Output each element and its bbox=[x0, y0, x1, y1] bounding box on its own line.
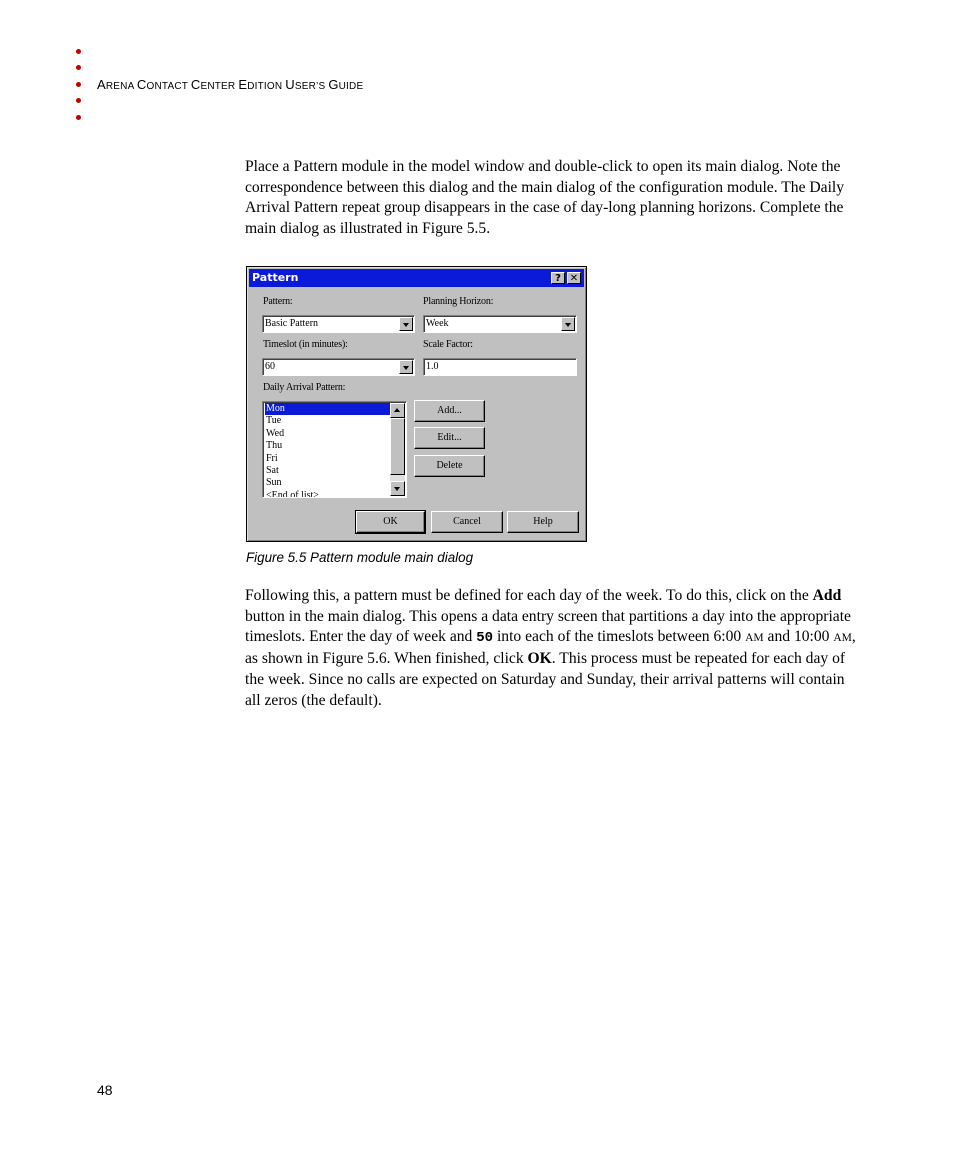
body-paragraph: Following this, a pattern must be defined for each day of the week. To do this, click on the Add button in the main dialog. This opens a data entry screen that partitions a day into the appropriate timeslots. Enter the day of week and 50 into each of the timeslots between 6:00 AM and 10:00 AM, as shown in Figure 5.6. When finished, click OK. This process must be repeated for each day of the week. Since no calls are expected on Saturday and Sunday, their arrival patterns will contain all zeros (the default). bbox=[245, 587, 856, 709]
help-icon[interactable]: ? bbox=[551, 272, 565, 284]
cancel-button[interactable]: Cancel bbox=[431, 511, 503, 533]
chevron-down-icon[interactable] bbox=[561, 317, 575, 331]
bullet bbox=[76, 82, 81, 87]
dialog-title: Pattern bbox=[252, 271, 299, 284]
bullet bbox=[76, 65, 81, 70]
chevron-down-icon[interactable] bbox=[399, 317, 413, 331]
bullet bbox=[76, 49, 81, 54]
figure-caption: Figure 5.5 Pattern module main dialog bbox=[246, 550, 474, 565]
ok-button[interactable]: OK bbox=[356, 511, 425, 533]
bullet bbox=[76, 115, 81, 120]
scroll-down-icon[interactable] bbox=[390, 481, 405, 496]
list-item[interactable]: Mon bbox=[265, 403, 392, 415]
list-item[interactable]: Sat bbox=[266, 464, 279, 476]
horizon-label: Planning Horizon: bbox=[423, 296, 494, 307]
list-item[interactable]: Tue bbox=[266, 415, 282, 427]
list-item[interactable]: Fri bbox=[266, 452, 278, 464]
running-head: ARENA CONTACT CENTER EDITION USER’S GUIDE bbox=[97, 77, 364, 92]
chevron-down-icon[interactable] bbox=[399, 360, 413, 374]
page-number: 48 bbox=[97, 1082, 113, 1098]
pattern-select[interactable] bbox=[262, 315, 415, 333]
daily-pattern-list[interactable] bbox=[262, 401, 407, 498]
edit-button[interactable]: Edit... bbox=[414, 427, 485, 449]
list-scrollbar[interactable] bbox=[390, 403, 405, 496]
pattern-value: Basic Pattern bbox=[265, 318, 319, 329]
delete-button[interactable]: Delete bbox=[414, 455, 485, 477]
scale-label: Scale Factor: bbox=[423, 339, 473, 350]
close-icon[interactable]: ✕ bbox=[567, 272, 581, 284]
help-button[interactable]: Help bbox=[507, 511, 579, 533]
intro-paragraph: Place a Pattern module in the model window and double-click to open its main dialog. Note the correspondence between this dialog and the main dialog of the configuration module. The Daily Arrival Pattern repeat group disappears in the case of day-long planning horizons. Complete the main dialog as illustrated in Figure 5.5. bbox=[245, 158, 845, 238]
list-item[interactable]: Thu bbox=[266, 440, 283, 452]
horizon-value: Week bbox=[426, 318, 449, 329]
scale-value: 1.0 bbox=[426, 361, 439, 372]
pattern-label: Pattern: bbox=[263, 296, 293, 307]
list-item[interactable]: <End of list> bbox=[266, 489, 319, 498]
scale-input[interactable] bbox=[423, 358, 577, 376]
timeslot-label: Timeslot (in minutes): bbox=[263, 339, 348, 350]
dialog-titlebar[interactable] bbox=[249, 269, 584, 287]
scroll-thumb[interactable] bbox=[390, 418, 405, 475]
daily-pattern-label: Daily Arrival Pattern: bbox=[263, 382, 346, 393]
horizon-select[interactable] bbox=[423, 315, 577, 333]
list-item[interactable]: Wed bbox=[266, 427, 285, 439]
scroll-up-icon[interactable] bbox=[390, 403, 405, 418]
timeslot-value: 60 bbox=[265, 361, 275, 372]
timeslot-select[interactable] bbox=[262, 358, 415, 376]
list-item[interactable]: Sun bbox=[266, 477, 282, 489]
add-button[interactable]: Add... bbox=[414, 400, 485, 422]
bullet bbox=[76, 98, 81, 103]
